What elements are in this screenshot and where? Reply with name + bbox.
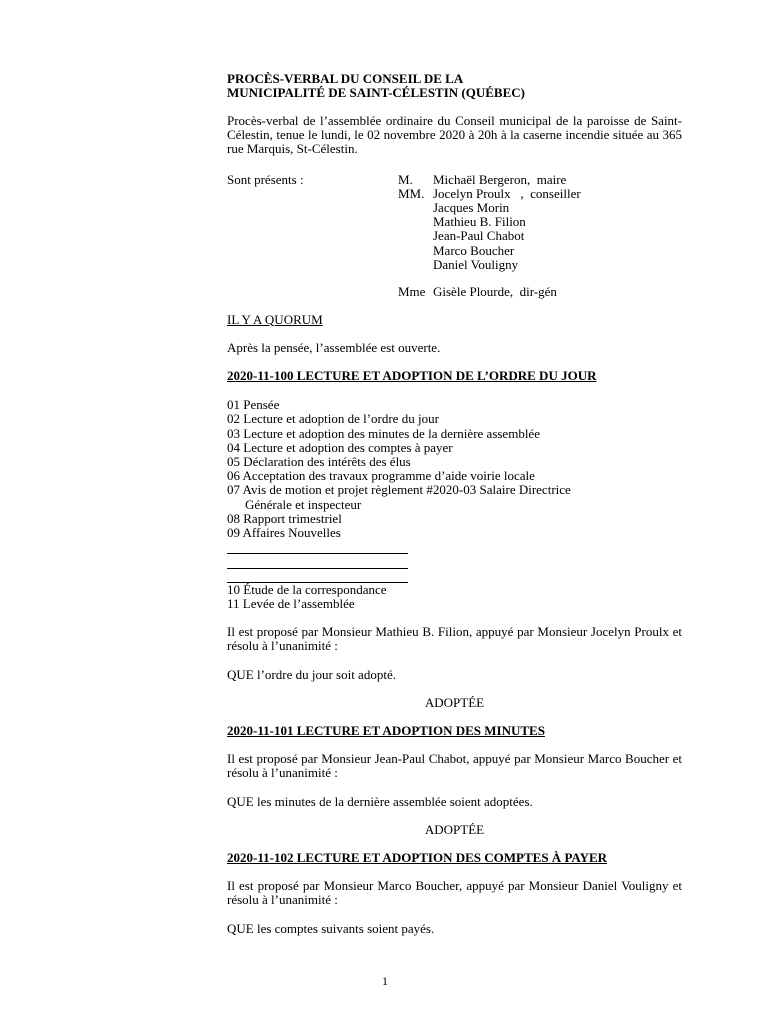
title-line-2: MUNICIPALITÉ DE SAINT-CÉLESTIN (QUÉBEC) bbox=[227, 85, 525, 100]
attendance-titles bbox=[398, 173, 424, 272]
section-101-adopted: ADOPTÉE bbox=[424, 821, 485, 837]
attendance-label: Sont présents : bbox=[227, 171, 304, 187]
director-title: Mme bbox=[398, 283, 426, 299]
title-line-1: PROCÈS-VERBAL DU CONSEIL DE LA bbox=[227, 71, 464, 86]
blank-agenda-line bbox=[227, 540, 408, 554]
attendee-title bbox=[398, 244, 424, 258]
director-row bbox=[227, 285, 682, 299]
attendee-title bbox=[398, 215, 424, 229]
quorum-notice: IL Y A QUORUM bbox=[227, 311, 323, 327]
opening-statement: Après la pensée, l’assemblée est ouverte. bbox=[227, 339, 441, 355]
section-102-heading: 2020-11-102 LECTURE ET ADOPTION DES COMPTES À PAYER bbox=[227, 850, 608, 866]
section-101-proposal: Il est proposé par Monsieur Jean-Paul Chabot, appuyé par Monsieur Marco Boucher et résolu à l’unanimité : bbox=[227, 751, 682, 781]
attendee-title bbox=[398, 201, 424, 215]
attendee-title: M. bbox=[398, 171, 413, 187]
document-title bbox=[227, 72, 682, 100]
agenda-item-continuation: Générale et inspecteur bbox=[245, 496, 362, 512]
agenda-item: 03 Lecture et adoption des minutes de la dernière assemblée bbox=[227, 425, 540, 441]
section-100-adopted: ADOPTÉE bbox=[424, 694, 485, 710]
section-100-resolution: QUE l’ordre du jour soit adopté. bbox=[227, 666, 396, 682]
agenda-item: 06 Acceptation des travaux programme d’aide voirie locale bbox=[227, 468, 535, 484]
director-name: Gisèle Plourde, dir-gén bbox=[433, 283, 557, 299]
agenda-item: 02 Lecture et adoption de l’ordre du jour bbox=[227, 411, 439, 427]
agenda-item: 04 Lecture et adoption des comptes à payer bbox=[227, 439, 453, 455]
agenda-item: 01 Pensée bbox=[227, 397, 280, 413]
section-100-heading: 2020-11-100 LECTURE ET ADOPTION DE L’ORDRE DU JOUR bbox=[227, 368, 597, 384]
attendee-name: Michaël Bergeron, maire bbox=[433, 171, 567, 187]
attendee-name: Jacques Morin bbox=[433, 199, 510, 215]
attendee-name: Jean-Paul Chabot bbox=[433, 228, 525, 244]
attendee-name: Mathieu B. Filion bbox=[433, 214, 526, 230]
blank-agenda-line bbox=[227, 569, 408, 583]
attendance-block bbox=[227, 173, 682, 271]
attendee-title bbox=[398, 229, 424, 243]
attendee-title bbox=[398, 258, 424, 272]
intro-paragraph: Procès-verbal de l’assemblée ordinaire du Conseil municipal de la paroisse de Saint-Célestin, tenue le lundi, le 02 novembre 2020 à 20h à la caserne incendie située au 365 rue Marquis, St-Célestin. bbox=[227, 113, 682, 157]
attendee-title: MM. bbox=[398, 185, 425, 201]
agenda-list bbox=[227, 398, 682, 611]
section-102-resolution: QUE les comptes suivants soient payés. bbox=[227, 920, 435, 936]
attendance-names bbox=[433, 173, 581, 272]
agenda-item: 11 Levée de l’assemblée bbox=[227, 596, 355, 612]
agenda-item: 09 Affaires Nouvelles bbox=[227, 525, 341, 541]
document-body bbox=[227, 72, 682, 936]
agenda-item: 10 Étude de la correspondance bbox=[227, 581, 387, 597]
section-102-proposal: Il est proposé par Monsieur Marco Boucher, appuyé par Monsieur Daniel Vouligny et résolu à l’unanimité : bbox=[227, 878, 682, 908]
blank-agenda-line bbox=[227, 554, 408, 568]
attendee-name: Jocelyn Proulx , conseiller bbox=[433, 185, 581, 201]
agenda-item: 08 Rapport trimestriel bbox=[227, 510, 342, 526]
attendee-name: Marco Boucher bbox=[433, 242, 515, 258]
section-100-proposal: Il est proposé par Monsieur Mathieu B. Filion, appuyé par Monsieur Jocelyn Proulx et résolu à l’unanimité : bbox=[227, 624, 682, 654]
agenda-item: 07 Avis de motion et projet règlement #2020-03 Salaire Directrice bbox=[227, 482, 571, 498]
agenda-item: 05 Déclaration des intérêts des élus bbox=[227, 454, 411, 470]
section-101-resolution: QUE les minutes de la dernière assemblée soient adoptées. bbox=[227, 793, 533, 809]
section-101-heading: 2020-11-101 LECTURE ET ADOPTION DES MINUTES bbox=[227, 723, 545, 739]
attendee-name: Daniel Vouligny bbox=[433, 256, 519, 272]
page-number: 1 bbox=[382, 974, 388, 988]
